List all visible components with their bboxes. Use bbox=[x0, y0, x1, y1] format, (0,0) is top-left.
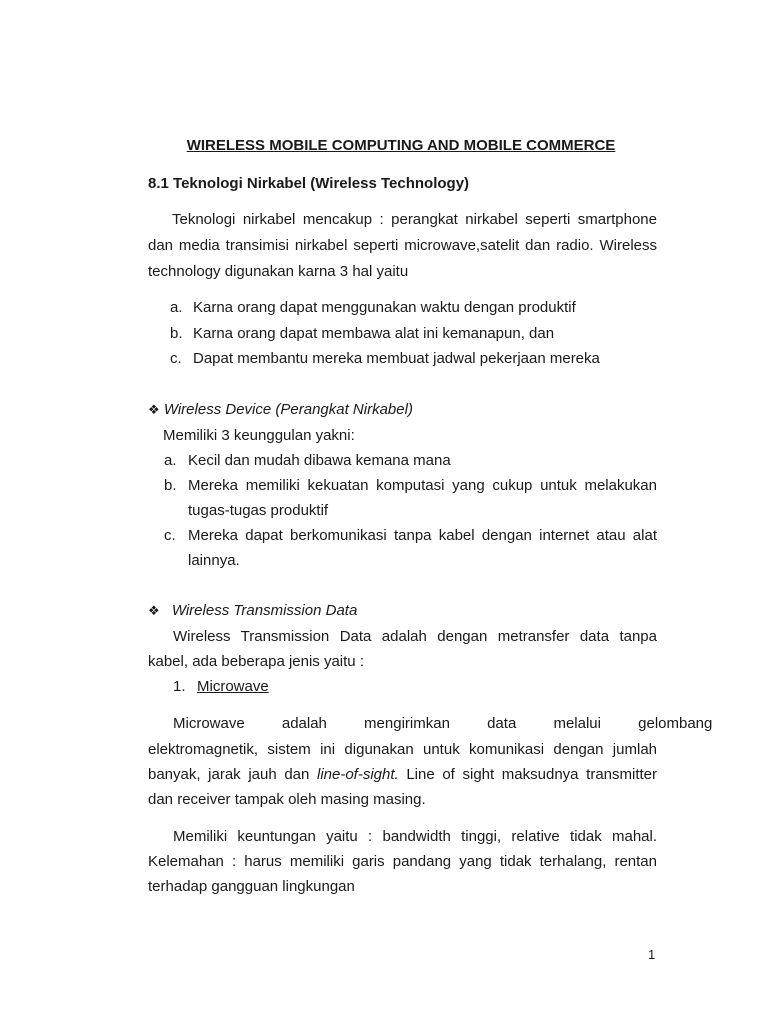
microwave-para-line-3 bbox=[148, 766, 657, 783]
microwave-label: Microwave bbox=[197, 678, 269, 695]
list-marker: a. bbox=[170, 299, 183, 316]
device-item-line: tugas-tugas produktif bbox=[188, 502, 329, 519]
text-run: banyak, jarak jauh dan bbox=[148, 766, 317, 783]
page-number: 1 bbox=[648, 947, 656, 962]
text-run: Line of sight maksudnya transmitter bbox=[398, 766, 658, 783]
advantages-line-2: Kelemahan : harus memiliki garis pandang yang tidak terhalang, rentan bbox=[148, 853, 657, 870]
device-item-marker: c. bbox=[164, 527, 176, 544]
device-heading-text: Wireless Device (Perangkat Nirkabel) bbox=[163, 401, 413, 418]
microwave-para-line-1: Microwave adalah mengirimkan data melalui gelombang bbox=[173, 715, 713, 732]
diamond-bullet-icon: ❖ bbox=[148, 402, 160, 417]
intro-line-3: technology digunakan karna 3 hal yaitu bbox=[148, 263, 409, 280]
reason-item bbox=[170, 325, 554, 342]
advantages-line-3: terhadap gangguan lingkungan bbox=[148, 878, 355, 895]
device-item-marker: b. bbox=[164, 477, 177, 494]
device-heading bbox=[148, 401, 413, 418]
microwave-para-line-4: dan receiver tampak oleh masing masing. bbox=[148, 791, 426, 808]
device-item bbox=[164, 452, 451, 469]
microwave-item bbox=[173, 678, 269, 695]
list-text: Dapat membantu mereka membuat jadwal pekerjaan mereka bbox=[193, 350, 600, 367]
microwave-para-line-2: elektromagnetik, sistem ini digunakan untuk komunikasi dengan jumlah bbox=[148, 741, 657, 758]
diamond-bullet-icon: ❖ bbox=[148, 603, 160, 618]
transmission-heading-text: Wireless Transmission Data bbox=[171, 602, 358, 619]
transmission-heading bbox=[148, 602, 357, 619]
reason-item bbox=[170, 299, 576, 316]
section-heading: 8.1 Teknologi Nirkabel (Wireless Technology) bbox=[148, 175, 470, 192]
reason-item bbox=[170, 350, 600, 367]
list-text: Karna orang dapat menggunakan waktu dengan produktif bbox=[193, 299, 576, 316]
list-text: Karna orang dapat membawa alat ini kemanapun, dan bbox=[193, 325, 555, 342]
transmission-intro-line-2: kabel, ada beberapa jenis yaitu : bbox=[148, 653, 364, 670]
text-run-italic: line-of-sight. bbox=[317, 766, 399, 783]
list-marker: b. bbox=[170, 325, 183, 342]
document-title: WIRELESS MOBILE COMPUTING AND MOBILE COMMERCE bbox=[186, 137, 616, 154]
transmission-intro-line-1: Wireless Transmission Data adalah dengan metransfer data tanpa bbox=[173, 628, 657, 645]
intro-line-2: dan media transimisi nirkabel seperti microwave,satelit dan radio. Wireless bbox=[148, 237, 657, 254]
list-text: Kecil dan mudah dibawa kemana mana bbox=[188, 452, 451, 469]
device-item-line: Mereka dapat berkomunikasi tanpa kabel dengan internet atau alat bbox=[188, 527, 657, 544]
advantages-line-1: Memiliki keuntungan yaitu : bandwidth tinggi, relative tidak mahal. bbox=[173, 828, 657, 845]
device-item-line: lainnya. bbox=[188, 552, 240, 569]
list-marker: c. bbox=[170, 350, 182, 367]
device-item-line: Mereka memiliki kekuatan komputasi yang cukup untuk melakukan bbox=[188, 477, 657, 494]
list-marker: a. bbox=[164, 452, 177, 469]
device-lead: Memiliki 3 keunggulan yakni: bbox=[163, 427, 355, 444]
list-marker: 1. bbox=[173, 678, 186, 695]
intro-line-1: Teknologi nirkabel mencakup : perangkat nirkabel seperti smartphone bbox=[172, 211, 657, 228]
